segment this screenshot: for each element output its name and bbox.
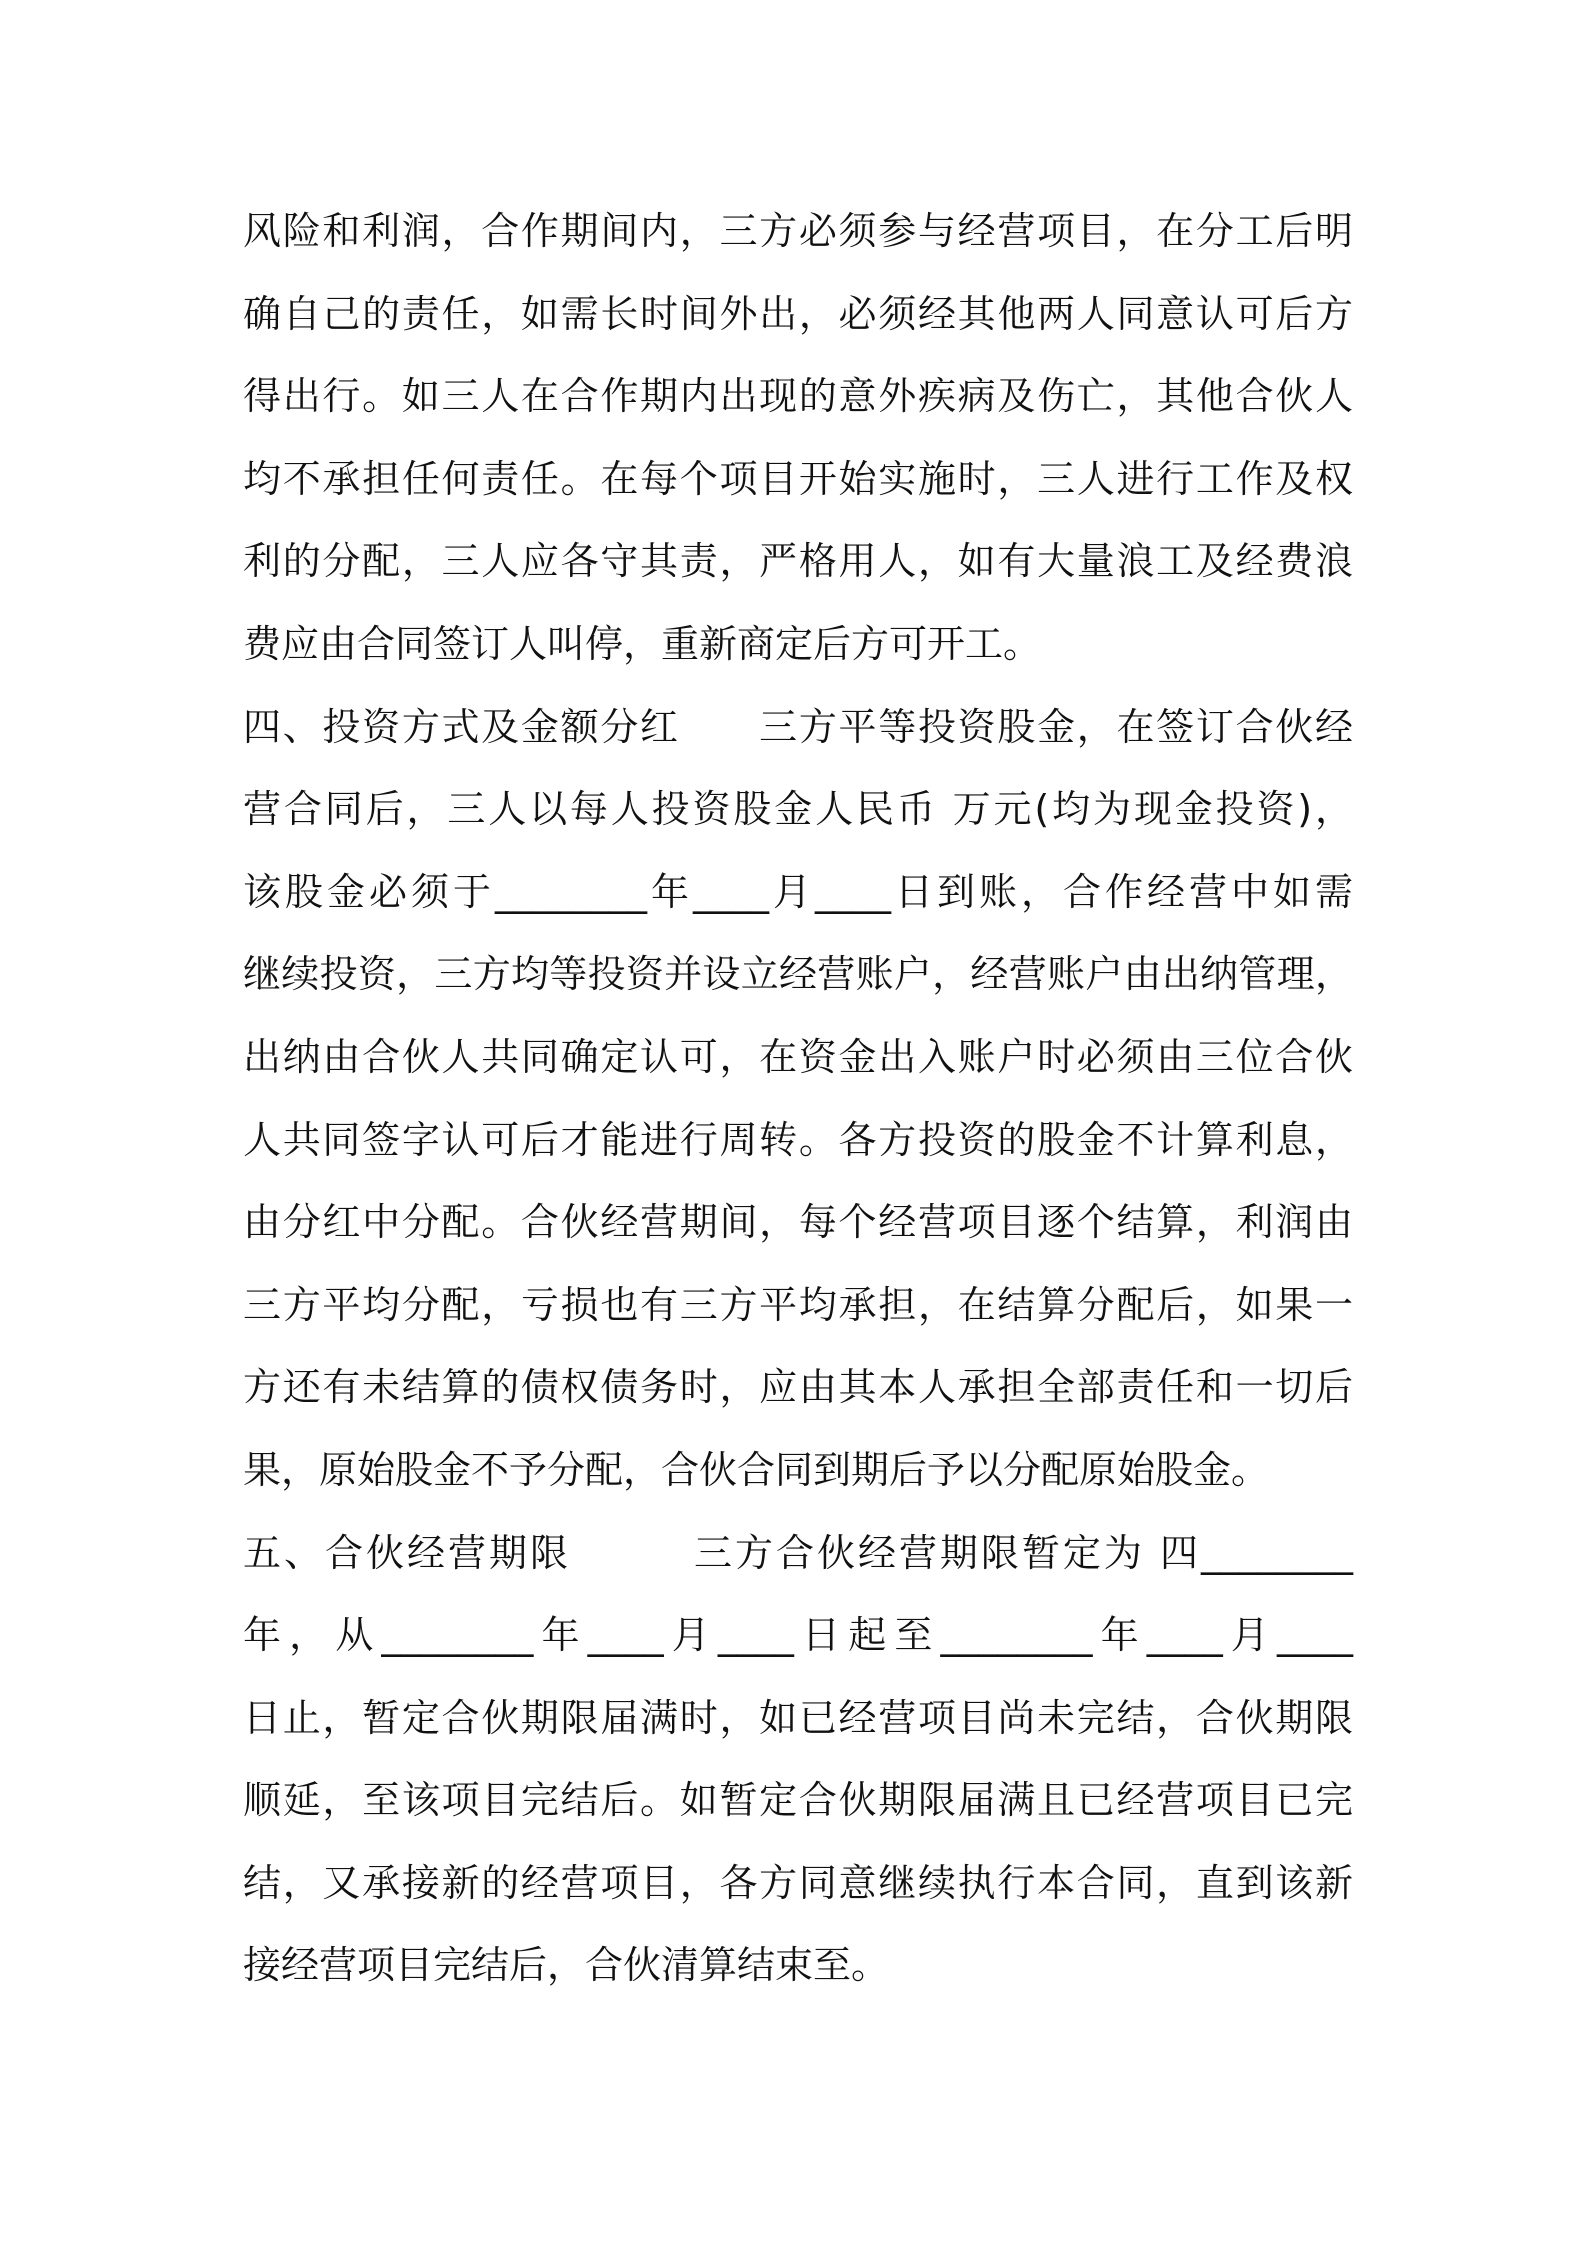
- text-line: 营合同后，三人以每人投资股金人民币 万元(均为现金投资)，: [243, 787, 1353, 832]
- text-line: 人共同签字认可后才能进行周转。各方投资的股金不计算利息，: [243, 1117, 1353, 1162]
- text-line: 利的分配，三人应各守其责，严格用人，如有大量浪工及经费浪: [243, 539, 1353, 584]
- section-five-line: 五、合伙经营期限 三方合伙经营期限暂定为 四________: [243, 1530, 1353, 1575]
- text-line: 得出行。如三人在合作期内出现的意外疾病及伤亡，其他合伙人: [243, 374, 1353, 419]
- text-line: 日止，暂定合伙期限届满时，如已经营项目尚未完结，合伙期限: [243, 1695, 1353, 1740]
- text-line: 出纳由合伙人共同确定认可，在资金出入账户时必须由三位合伙: [243, 1034, 1353, 1079]
- document-body: [243, 190, 1353, 2007]
- section-four-line: 四、投资方式及金额分红 三方平等投资股金，在签订合伙经: [243, 704, 1353, 749]
- text-line: 果，原始股金不予分配，合伙合同到期后予以分配原始股金。: [243, 1447, 1270, 1492]
- text-line: 三方平均分配，亏损也有三方平均承担，在结算分配后，如果一: [243, 1282, 1353, 1327]
- text-line: 年，从________年____月____日起至________年____月____: [243, 1613, 1353, 1658]
- text-line: 继续投资，三方均等投资并设立经营账户，经营账户由出纳管理，: [243, 952, 1353, 997]
- text-line: 风险和利润，合作期间内，三方必须参与经营项目，在分工后明: [243, 209, 1353, 253]
- text-line: 该股金必须于________年____月____日到账，合作经营中如需: [243, 869, 1353, 914]
- text-line: 顺延，至该项目完结后。如暂定合伙期限届满且已经营项目已完: [243, 1778, 1353, 1823]
- text-line: 确自己的责任，如需长时间外出，必须经其他两人同意认可后方: [243, 291, 1353, 336]
- text-line: 接经营项目完结后，合伙清算结束至。: [243, 1943, 890, 1988]
- text-line: 结，又承接新的经营项目，各方同意继续执行本合同，直到该新: [243, 1860, 1353, 1905]
- text-line: 由分红中分配。合伙经营期间，每个经营项目逐个结算，利润由: [243, 1200, 1353, 1245]
- text-line: 费应由合同签订人叫停，重新商定后方可开工。: [243, 621, 1042, 666]
- text-line: 方还有未结算的债权债务时，应由其本人承担全部责任和一切后: [243, 1365, 1353, 1410]
- text-line: 均不承担任何责任。在每个项目开始实施时，三人进行工作及权: [243, 456, 1353, 501]
